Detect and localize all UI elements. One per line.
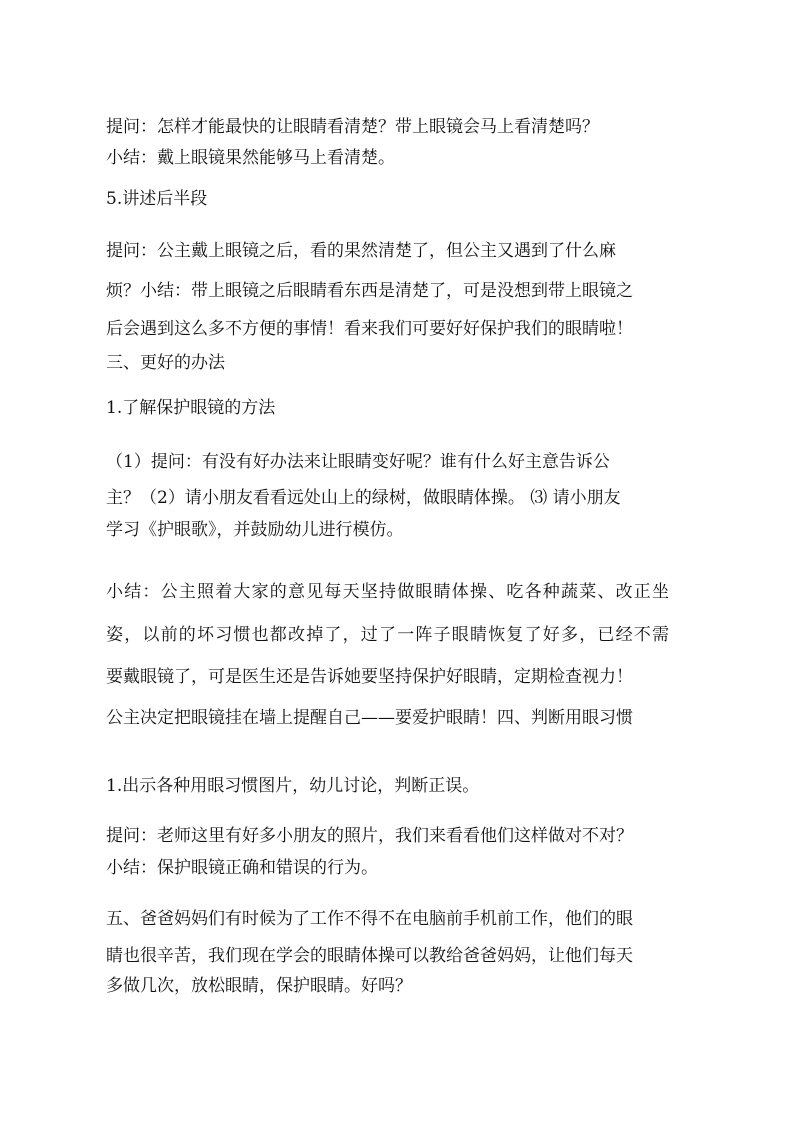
summary-line: 小结：戴上眼镜果然能够马上看清楚。 [106,148,395,168]
question-line: 提问：公主戴上眼镜之后，看的果然清楚了，但公主又遇到了什么麻 [106,241,616,261]
paragraph-line: 公主决定把眼镜挂在墙上提醒自己——要爱护眼睛！四、判断用眼习惯 [106,708,633,728]
step-heading: 1.了解保护眼镜的方法 [106,398,276,418]
paragraph-line: 学习《护眼歌》，并鼓励幼儿进行模仿。 [106,520,404,540]
paragraph-line: 姿，以前的坏习惯也都改掉了，过了一阵子眼睛恢复了好多，已经不需 [106,625,671,645]
paragraph-line: 烦？小结：带上眼镜之后眼睛看东西是清楚了，可是没想到带上眼镜之 [106,281,633,301]
question-line: 提问：怎样才能最快的让眼睛看清楚？带上眼镜会马上看清楚吗？ [106,117,599,137]
paragraph-line: （1）提问：有没有好办法来让眼睛变好呢？谁有什么好主意告诉公 [106,452,610,472]
step-heading: 5.讲述后半段 [106,189,208,209]
paragraph-line: 主？（2）请小朋友看看远处山上的绿树，做眼睛体操。 ⑶ 请小朋友 [106,488,621,508]
paragraph-line: 多做几次，放松眼睛，保护眼睛。好吗？ [106,976,412,996]
summary-line: 小结：保护眼镜正确和错误的行为。 [106,858,378,878]
paragraph-line: 后会遇到这么多不方便的事情！看来我们可要好好保护我们的眼睛啦！ [106,319,633,339]
section-heading: 三、更好的办法 [106,353,225,373]
section-heading: 五、爸爸妈妈们有时候为了工作不得不在电脑前手机前工作，他们的眼 [106,909,633,929]
paragraph-line: 睛也很辛苦，我们现在学会的眼睛体操可以教给爸爸妈妈，让他们每天 [106,946,633,966]
paragraph-line: 要戴眼镜了，可是医生还是告诉她要坚持保护好眼睛，定期检查视力！ [106,667,633,687]
summary-line: 小结：公主照着大家的意见每天坚持做眼睛体操、吃各种蔬菜、改正坐 [106,582,671,602]
step-heading: 1.出示各种用眼习惯图片，幼儿讨论，判断正误。 [106,776,480,796]
question-line: 提问：老师这里有好多小朋友的照片，我们来看看他们这样做对不对？ [106,826,633,846]
